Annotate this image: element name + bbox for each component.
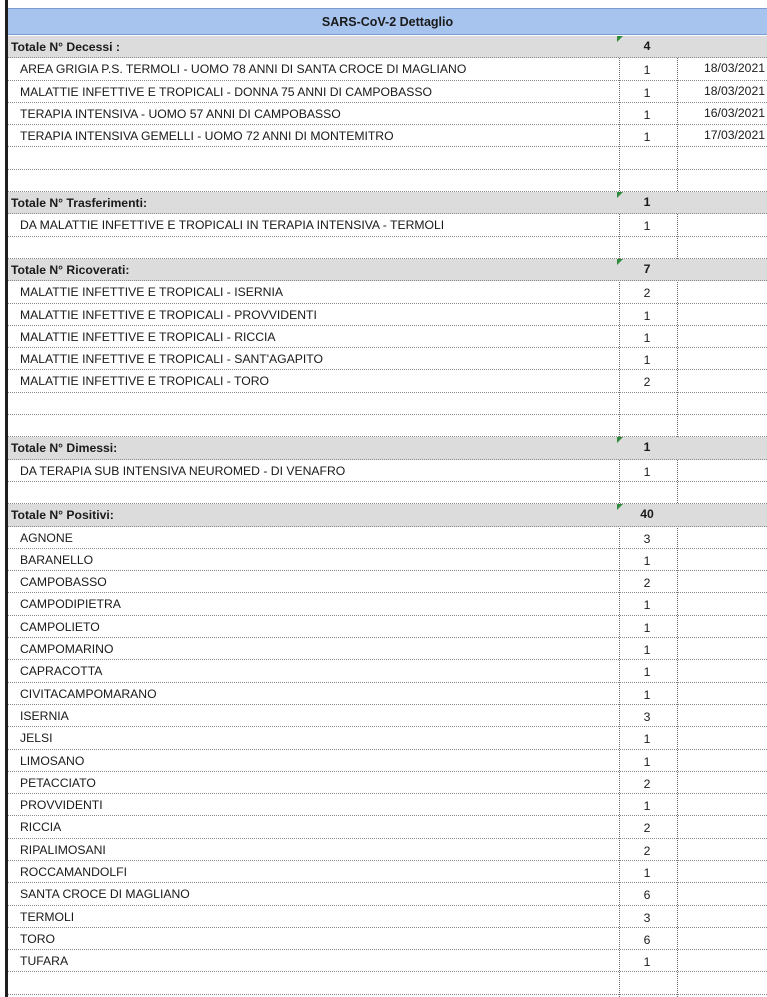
section-count: 1 <box>643 440 651 455</box>
row-count: 2 <box>643 576 651 591</box>
row-date: 16/03/2021 <box>704 105 765 120</box>
table-row[interactable] <box>8 571 767 593</box>
section-total-row[interactable] <box>8 504 767 526</box>
table-row[interactable] <box>8 549 767 571</box>
row-count: 3 <box>643 910 651 925</box>
row-label: MALATTIE INFETTIVE E TROPICALI - DONNA 75 ANNI DI CAMPOBASSO <box>20 84 432 99</box>
section-title: Totale N° Decessi : <box>11 40 120 54</box>
row-label: DA MALATTIE INFETTIVE E TROPICALI IN TERAPIA INTENSIVA - TERMOLI <box>20 218 445 233</box>
row-count: 1 <box>643 598 651 613</box>
section-title: Totale N° Trasferimenti: <box>11 196 148 211</box>
row-label: CAMPOLIETO <box>20 619 100 634</box>
row-count: 1 <box>643 553 651 568</box>
row-label: CAMPOBASSO <box>20 575 107 590</box>
row-count: 1 <box>643 464 651 479</box>
row-count: 1 <box>643 85 651 100</box>
section-count: 4 <box>643 39 651 53</box>
row-label: AREA GRIGIA P.S. TERMOLI - UOMO 78 ANNI DI SANTA CROCE DI MAGLIANO <box>20 62 467 77</box>
row-count: 2 <box>643 776 651 791</box>
row-count: 1 <box>643 865 651 880</box>
table-row[interactable] <box>8 683 767 705</box>
table-row[interactable] <box>8 883 767 905</box>
table-row[interactable] <box>8 906 767 928</box>
row-count: 1 <box>643 687 651 702</box>
row-date: 18/03/2021 <box>704 83 765 98</box>
row-label: DA TERAPIA SUB INTENSIVA NEUROMED - DI VENAFRO <box>20 463 346 478</box>
empty-row[interactable] <box>8 170 767 192</box>
row-label: ROCCAMANDOLFI <box>20 864 127 879</box>
section-count: 1 <box>643 195 651 210</box>
row-label: PETACCIATO <box>20 775 96 790</box>
row-label: TERAPIA INTENSIVA - UOMO 57 ANNI DI CAMPOBASSO <box>20 106 341 121</box>
section-title: Totale N° Dimessi: <box>11 441 118 456</box>
table-row[interactable] <box>8 58 767 80</box>
row-count: 2 <box>643 375 651 390</box>
section-total-row[interactable] <box>8 437 767 459</box>
row-label: MALATTIE INFETTIVE E TROPICALI - RICCIA <box>20 329 276 344</box>
table-row[interactable] <box>8 839 767 861</box>
row-count: 2 <box>643 286 651 301</box>
table-row[interactable] <box>8 81 767 103</box>
section-count: 7 <box>643 261 651 276</box>
row-count: 3 <box>643 531 651 546</box>
row-label: MALATTIE INFETTIVE E TROPICALI - PROVVIDENTI <box>20 307 317 322</box>
table-row[interactable] <box>8 348 767 370</box>
table-row[interactable] <box>8 103 767 125</box>
section-title: Totale N° Ricoverati: <box>11 262 130 277</box>
table-row[interactable] <box>8 527 767 549</box>
row-label: MALATTIE INFETTIVE E TROPICALI - ISERNIA <box>20 285 283 300</box>
row-label: AGNONE <box>20 530 73 545</box>
empty-row[interactable] <box>8 147 767 169</box>
row-label: LIMOSANO <box>20 753 85 768</box>
row-label: CAPRACOTTA <box>20 664 103 679</box>
row-label: MALATTIE INFETTIVE E TROPICALI - TORO <box>20 374 269 389</box>
row-label: TERMOLI <box>20 909 75 924</box>
row-count: 2 <box>643 821 651 836</box>
table-row[interactable] <box>8 794 767 816</box>
table-row[interactable] <box>8 370 767 392</box>
row-count: 6 <box>643 888 651 903</box>
row-label: RICCIA <box>20 820 62 835</box>
row-label: MALATTIE INFETTIVE E TROPICALI - SANT'AGAPITO <box>20 352 324 367</box>
row-label: TERAPIA INTENSIVA GEMELLI - UOMO 72 ANNI DI MONTEMITRO <box>20 129 394 144</box>
row-count: 1 <box>643 620 651 635</box>
row-label: CAMPODIPIETRA <box>20 597 121 612</box>
empty-row[interactable] <box>8 415 767 437</box>
table-row[interactable] <box>8 304 767 326</box>
table-row[interactable] <box>8 125 767 147</box>
row-count: 1 <box>643 665 651 680</box>
row-label: ISERNIA <box>20 708 69 723</box>
row-count: 1 <box>643 353 651 368</box>
table-row[interactable] <box>8 281 767 303</box>
table-row[interactable] <box>8 638 767 660</box>
section-total-row[interactable] <box>8 192 767 214</box>
empty-row[interactable] <box>8 482 767 504</box>
table-row[interactable] <box>8 727 767 749</box>
table-row[interactable] <box>8 593 767 615</box>
row-count: 1 <box>643 754 651 769</box>
empty-row[interactable] <box>8 237 767 259</box>
sheet-title[interactable]: SARS-CoV-2 Dettaglio <box>8 8 767 35</box>
section-total-row[interactable] <box>8 259 767 281</box>
row-label: JELSI <box>20 731 53 746</box>
table-row[interactable] <box>8 772 767 794</box>
table-row[interactable] <box>8 750 767 772</box>
row-label: TUFARA <box>20 954 69 969</box>
row-label: CAMPOMARINO <box>20 642 114 657</box>
row-label: PROVVIDENTI <box>20 798 103 813</box>
row-count: 1 <box>643 799 651 814</box>
row-label: TORO <box>20 931 55 946</box>
table-row[interactable] <box>8 928 767 950</box>
empty-row[interactable] <box>8 393 767 415</box>
row-count: 1 <box>643 643 651 658</box>
row-count: 1 <box>643 219 651 234</box>
section-total-row[interactable] <box>8 36 767 58</box>
table-body <box>8 36 767 995</box>
table-row[interactable] <box>8 705 767 727</box>
row-label: RIPALIMOSANI <box>20 842 106 857</box>
row-date: 17/03/2021 <box>704 128 765 143</box>
table-row[interactable] <box>8 616 767 638</box>
table-row[interactable] <box>8 950 767 972</box>
row-count: 2 <box>643 843 651 858</box>
table-row[interactable] <box>8 816 767 838</box>
table-row[interactable] <box>8 214 767 236</box>
row-count: 6 <box>643 932 651 947</box>
table-row[interactable] <box>8 460 767 482</box>
row-count: 1 <box>643 107 651 122</box>
row-label: SANTA CROCE DI MAGLIANO <box>20 887 190 902</box>
row-count: 1 <box>643 63 651 78</box>
row-count: 3 <box>643 709 651 724</box>
row-count: 1 <box>643 330 651 345</box>
row-count: 1 <box>643 955 651 970</box>
row-count: 1 <box>643 130 651 145</box>
table-row[interactable] <box>8 660 767 682</box>
section-title: Totale N° Positivi: <box>11 508 114 523</box>
empty-row[interactable] <box>8 972 767 994</box>
table-row[interactable] <box>8 326 767 348</box>
section-count: 40 <box>640 507 654 522</box>
row-count: 1 <box>643 732 651 747</box>
table-row[interactable] <box>8 861 767 883</box>
row-label: BARANELLO <box>20 552 94 567</box>
row-label: CIVITACAMPOMARANO <box>20 686 157 701</box>
row-count: 1 <box>643 308 651 323</box>
row-date: 18/03/2021 <box>704 61 765 76</box>
